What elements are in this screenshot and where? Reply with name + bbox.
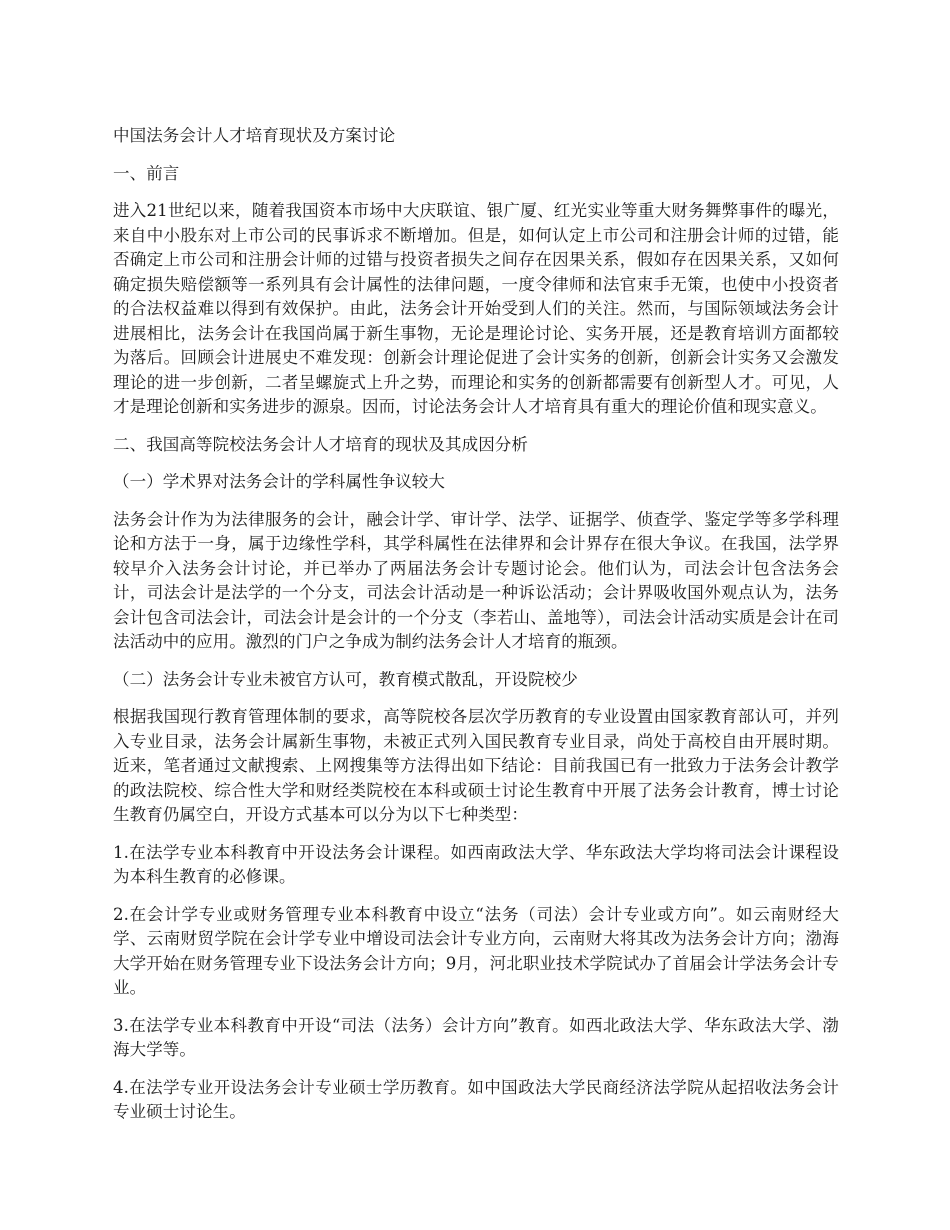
paragraph-recognition: 根据我国现行教育管理体制的要求，高等院校各层次学历教育的专业设置由国家教育部认可，并列入专业目录，法务会计属新生事物，未被正式列入国民教育专业目录，尚处于高校自由开展时期。近来，笔者通过文献搜索、上网搜集等方法得出如下结论：目前我国已有一批致力于法务会计教学的政法院校、综合性大学和财经类院校在本科或硕士讨论生教育中开展了法务会计教育，博士讨论生教育仍属空白，开设方式基本可以分为以下七种类型： [113,707,839,824]
document-title: 中国法务会计人才培育现状及方案讨论 [113,126,396,145]
section-heading-status: 二、我国高等院校法务会计人才培育的现状及其成因分析 [113,434,528,454]
section-heading-preface: 一、前言 [113,163,180,183]
list-item-type-2: 2.在会计学专业或财务管理专业本科教育中设立“法务（司法）会计专业或方向”。如云南财经大学、云南财贸学院在会计学专业中增设司法会计专业方向，云南财大将其改为法务会计方向；渤海大学开始在财务管理专业下设法务会计方向；9月，河北职业技术学院试办了首届会计学法务会计专业。 [113,904,839,997]
list-item-type-4: 4.在法学专业开设法务会计专业硕士学历教育。如中国政法大学民商经济法学院从起招收法务会计专业硕士讨论生。 [113,1077,839,1121]
list-item-type-3: 3.在法学专业本科教育中开设“司法（法务）会计方向”教育。如西北政法大学、华东政法大学、渤海大学等。 [113,1015,839,1059]
subsection-heading-recognition: （二）法务会计专业未被官方认可，教育模式散乱，开设院校少 [113,669,578,689]
paragraph-preface: 进入21世纪以来，随着我国资本市场中大庆联谊、银广厦、红光实业等重大财务舞弊事件的曝光，来自中小股东对上市公司的民事诉求不断增加。但是，如何认定上市公司和注册会计师的过错，能否确定上市公司和注册会计师的过错与投资者损失之间存在因果关系，假如存在因果关系，又如何确定损失赔偿额等一系列具有会计属性的法律问题，一度令律师和法官束手无策，也使中小投资者的合法权益难以得到有效保护。由此，法务会计开始受到人们的关注。然而，与国际领域法务会计进展相比，法务会计在我国尚属于新生事物，无论是理论讨论、实务开展，还是教育培训方面都较为落后。回顾会计进展史不难发现：创新会计理论促进了会计实务的创新，创新会计实务又会激发理论的进一步创新，二者呈螺旋式上升之势，而理论和实务的创新都需要有创新型人才。可见，人才是理论创新和实务进步的源泉。因而，讨论法务会计人才培育具有重大的理论价值和现实意义。 [113,201,839,416]
list-item-type-1: 1.在法学专业本科教育中开设法务会计课程。如西南政法大学、华东政法大学均将司法会计课程设为本科生教育的必修课。 [113,842,839,886]
subsection-heading-discipline: （一）学术界对法务会计的学科属性争议较大 [113,472,445,491]
document-body [113,124,839,1138]
paragraph-discipline: 法务会计作为为法律服务的会计，融会计学、审计学、法学、证据学、侦查学、鉴定学等多学科理论和方法于一身，属于边缘性学科，其学科属性在法律界和会计界存在很大争议。在我国，法学界较早介入法务会计讨论，并已举办了两届法务会计专题讨论会。他们认为，司法会计包含法务会计，司法会计是法学的一个分支，司法会计活动是一种诉讼活动；会计界吸收国外观点认为，法务会计包含司法会计，司法会计是会计的一个分支（李若山、盖地等），司法会计活动实质是会计在司法活动中的应用。激烈的门户之争成为制约法务会计人才培育的瓶颈。 [113,509,839,651]
